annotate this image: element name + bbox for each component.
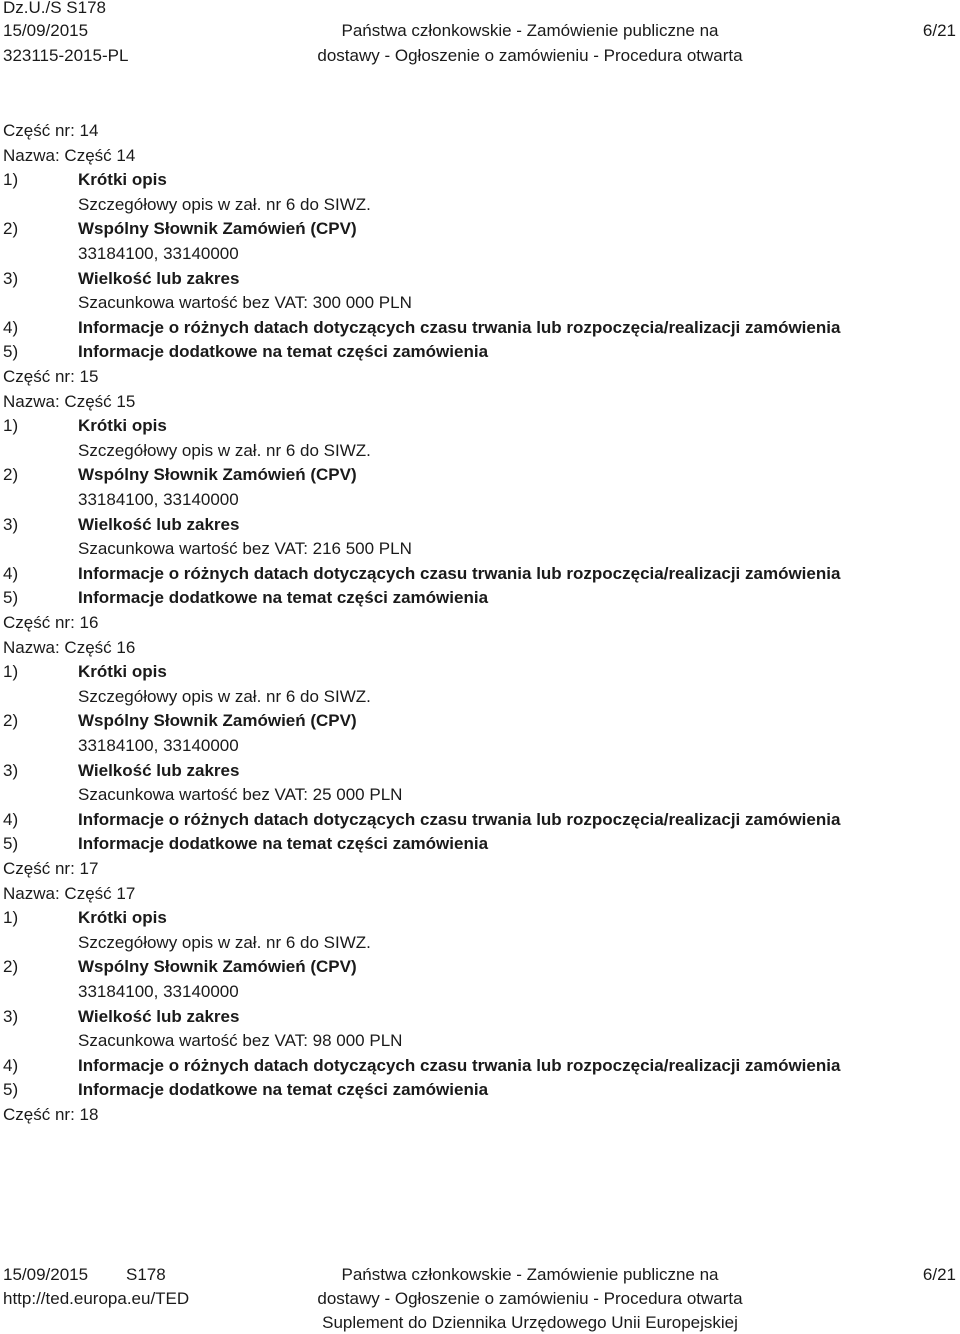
item-number: 1) (3, 170, 19, 190)
part-number-label: Część nr: (3, 121, 80, 140)
header-title-line2: dostawy - Ogłoszenie o zamówieniu - Procedura otwarta (317, 46, 743, 65)
item-heading: Wspólny Słownik Zamówień (CPV) (78, 465, 357, 485)
item-heading: Krótki opis (78, 170, 167, 190)
item-heading: Wspólny Słownik Zamówień (CPV) (78, 219, 357, 239)
item-heading: Krótki opis (78, 416, 167, 436)
part-name-line (3, 389, 958, 415)
part-name-label: Nazwa: (3, 391, 65, 411)
footer-date: 15/09/2015 (3, 1265, 89, 1284)
item-number: 3) (3, 760, 19, 780)
item-heading: Informacje dodatkowe na temat części zamówienia (78, 834, 489, 854)
item-number: 1) (3, 416, 19, 436)
part-number-value: 17 (79, 859, 99, 878)
part-name-value: Część 14 (64, 145, 136, 165)
footer-link[interactable]: http://ted.europa.eu/TED (3, 1289, 190, 1308)
item-number: 4) (3, 1055, 19, 1075)
item-heading: Wielkość lub zakres (78, 514, 240, 534)
item-heading: Wspólny Słownik Zamówień (CPV) (78, 711, 357, 731)
footer-supplement: Suplement do Dziennika Urzędowego Unii Europejskiej (322, 1313, 738, 1332)
part-name-line (3, 143, 958, 169)
notice-id: 323115-2015-PL (3, 46, 129, 65)
part-number-line (3, 610, 958, 636)
part-number-line (3, 1102, 958, 1128)
item-heading: Informacje o różnych datach dotyczących czasu trwania lub rozpoczęcia/realizacji zamówienia (78, 563, 841, 583)
part-number-label: Część nr: (3, 367, 80, 386)
short-description-text: Szczegółowy opis w zał. nr 6 do SIWZ. (78, 686, 371, 706)
part-name-value: Część 15 (64, 391, 136, 411)
journal-ref: Dz.U./S S178 (3, 0, 106, 17)
footer-issue: S178 (126, 1265, 166, 1284)
header-title-line1: Państwa członkowskie - Zamówienie publiczne na (341, 21, 719, 40)
part-number-label: Część nr: (3, 1105, 80, 1124)
item-number: 2) (3, 711, 19, 731)
part-number-value: 18 (79, 1105, 99, 1124)
part-number-line (3, 364, 958, 390)
part-number-label: Część nr: (3, 613, 80, 632)
item-heading: Informacje o różnych datach dotyczących czasu trwania lub rozpoczęcia/realizacji zamówienia (78, 1055, 841, 1075)
page-header (0, 0, 960, 75)
item-heading: Informacje o różnych datach dotyczących czasu trwania lub rozpoczęcia/realizacji zamówienia (78, 317, 841, 337)
part-number-value: 14 (79, 121, 99, 140)
cpv-codes-text: 33184100, 33140000 (78, 982, 239, 1001)
cpv-codes-text: 33184100, 33140000 (78, 736, 239, 755)
part-number-line (3, 118, 958, 144)
item-heading: Wielkość lub zakres (78, 1006, 240, 1026)
item-number: 5) (3, 342, 19, 362)
part-name-line (3, 881, 958, 907)
part-number-label: Część nr: (3, 859, 80, 878)
item-number: 5) (3, 588, 19, 608)
item-number: 2) (3, 219, 19, 239)
short-description-text: Szczegółowy opis w zał. nr 6 do SIWZ. (78, 440, 371, 460)
item-number: 2) (3, 465, 19, 485)
part-name-label: Nazwa: (3, 883, 65, 903)
item-heading: Wielkość lub zakres (78, 268, 240, 288)
part-name-line (3, 635, 958, 661)
item-number: 5) (3, 1080, 19, 1100)
part-name-value: Część 16 (64, 637, 136, 657)
item-number: 5) (3, 834, 19, 854)
item-number: 3) (3, 1006, 19, 1026)
item-heading: Wielkość lub zakres (78, 760, 240, 780)
item-heading: Krótki opis (78, 908, 167, 928)
part-name-label: Nazwa: (3, 637, 65, 657)
item-heading: Informacje o różnych datach dotyczących czasu trwania lub rozpoczęcia/realizacji zamówienia (78, 809, 841, 829)
item-heading: Informacje dodatkowe na temat części zamówienia (78, 1080, 489, 1100)
item-number: 1) (3, 908, 19, 928)
short-description-text: Szczegółowy opis w zał. nr 6 do SIWZ. (78, 932, 371, 952)
item-number: 1) (3, 662, 19, 682)
part-number-line (3, 856, 958, 882)
item-number: 4) (3, 317, 19, 337)
part-name-label: Nazwa: (3, 145, 65, 165)
estimated-value-text: Szacunkowa wartość bez VAT: 25 000 PLN (78, 785, 403, 805)
footer-title-line2: dostawy - Ogłoszenie o zamówieniu - Procedura otwarta (317, 1289, 743, 1308)
page-footer (0, 1262, 960, 1334)
item-number: 4) (3, 809, 19, 829)
item-heading: Informacje dodatkowe na temat części zamówienia (78, 342, 489, 362)
header-date: 15/09/2015 (3, 21, 89, 40)
item-heading: Krótki opis (78, 662, 167, 682)
item-heading: Wspólny Słownik Zamówień (CPV) (78, 957, 357, 977)
item-number: 4) (3, 563, 19, 583)
estimated-value-text: Szacunkowa wartość bez VAT: 98 000 PLN (78, 1031, 403, 1051)
item-number: 3) (3, 268, 19, 288)
item-heading: Informacje dodatkowe na temat części zamówienia (78, 588, 489, 608)
header-page-number: 6/21 (922, 21, 956, 40)
part-name-value: Część 17 (64, 883, 136, 903)
cpv-codes-text: 33184100, 33140000 (78, 490, 239, 509)
estimated-value-text: Szacunkowa wartość bez VAT: 216 500 PLN (78, 539, 412, 559)
short-description-text: Szczegółowy opis w zał. nr 6 do SIWZ. (78, 194, 371, 214)
footer-page-number: 6/21 (922, 1265, 956, 1284)
item-number: 3) (3, 514, 19, 534)
footer-title-line1: Państwa członkowskie - Zamówienie publiczne na (341, 1265, 719, 1284)
part-number-value: 16 (79, 613, 99, 632)
estimated-value-text: Szacunkowa wartość bez VAT: 300 000 PLN (78, 293, 412, 313)
cpv-codes-text: 33184100, 33140000 (78, 244, 239, 263)
part-number-value: 15 (79, 367, 99, 386)
item-number: 2) (3, 957, 19, 977)
